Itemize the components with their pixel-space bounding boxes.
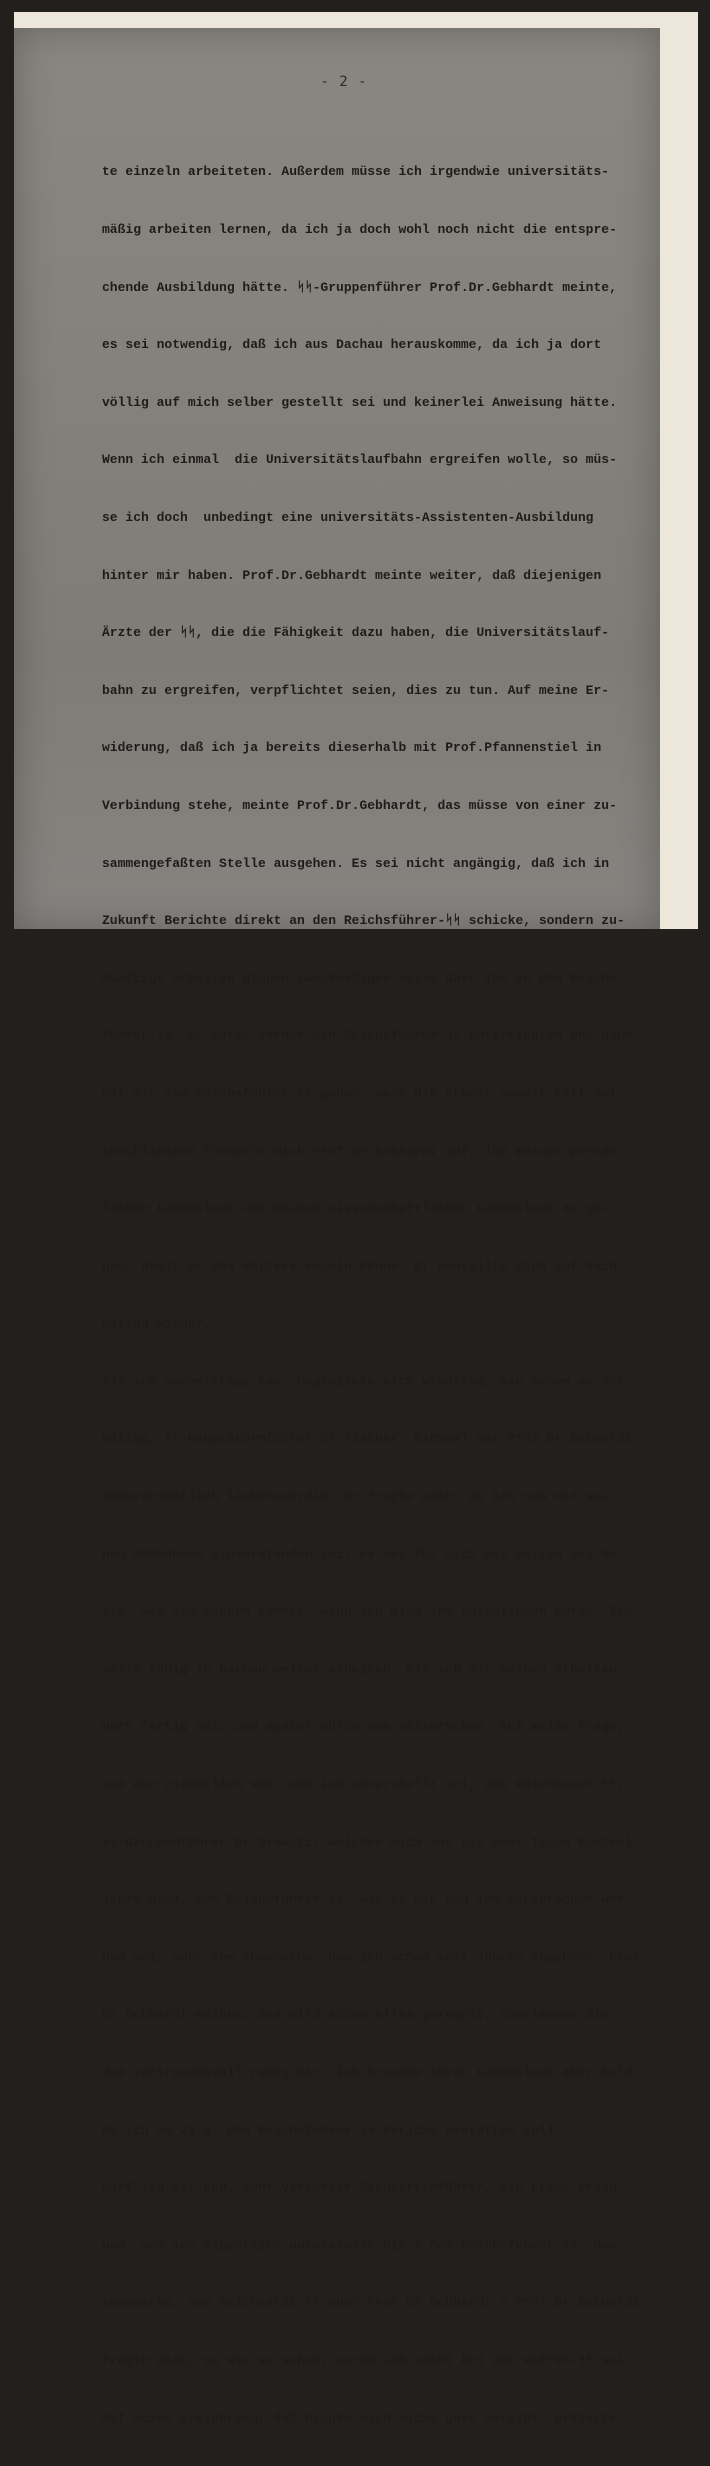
text-line: mittag wieder. [102, 1316, 212, 1332]
text-line: Ahnenerbe, dem Reichsarzt-ᛋᛋ oder Prof.Dr.Gebhardt ? Prof.Dr.Gebhardt [102, 2295, 641, 2311]
text-line: ste, was ich machen könnte, wenn ich mich ihm anschließen würde. Ich [102, 1604, 633, 1620]
page-number: - 2 - [320, 74, 368, 90]
text-line: führer-ᛋᛋ. Er würde vorher den Reichsführer-ᛋᛋ unterrichten und dann [102, 1028, 633, 1044]
text-line: lichen Lebenslauf und meinen wissenschaftlichen Lebenslauf zu ge- [102, 1201, 610, 1217]
text-line: solle ruhig in Dachau weiter arbeiten, bis ich mit meinen Arbeiten [102, 1661, 617, 1677]
text-line: Ärzte der ᛋᛋ, die die Fähigkeit dazu haben, die Universitätslauf- [102, 625, 610, 641]
text-line: dort fertig sei, und später würde man weitersehen. Auf meine Frage, [102, 1719, 625, 1735]
text-line: da ich am 23.5. dem Reichsführer-ᛋᛋ Bericht erstatten soll. [102, 2122, 563, 2138]
text-line: Abschließend forderte mich Prof.Dr.Gebhardt auf, ihm meinen persön- [102, 1143, 625, 1159]
text-line: sammengefaßten Stelle ausgehen. Es sei nicht angängig, daß ich in [102, 855, 610, 871]
text-line: Als ich nachmittags kam, begleitete mich wiederum, wie schon am Vor- [102, 1373, 633, 1389]
photostat-sheet [14, 28, 660, 2426]
text-line: chende Ausbildung hätte. ᛋᛋ-Gruppenführer Prof.Dr.Gebhardt meinte, [102, 279, 617, 295]
text-line: Dr.Gebhardt meinte, das wird schon alles geregelt, überlassen Sie [102, 2007, 610, 2023]
text-line: mäßig arbeiten lernen, da ich ja doch wohl noch nicht die entspre- [102, 222, 617, 237]
text-line: mit mir zum Reichsführer-ᛋᛋ gehen, wenn die Arbeit soweit reif sei. [102, 1085, 625, 1101]
text-line: künftige Arbeiten gingen zweckmäßiger Weise über ihn an den Reichs- [102, 970, 625, 986]
text-line: Verbindung stehe, meinte Prof.Dr.Gebhardt, das müsse von einer zu- [102, 797, 617, 813]
text-line: es sei notwendig, daß ich aus Dachau herauskomme, da ich ja dort [102, 337, 602, 353]
text-line: Zukunft Berichte direkt an den Reichsführer-ᛋᛋ schicke, sondern zu- [102, 913, 625, 929]
text-line: bahn zu ergreifen, verpflichtet seien, dies zu tun. Auf meine Er- [102, 682, 610, 698]
text-line: den sei, oder dem Ahnenerbe, dem ich schon seit Jahren angehöre. Prof [102, 1949, 641, 1965]
text-line: se ich doch unbedingt eine universitäts-Assistenten-Ausbildung [102, 509, 594, 525]
text-line: völlig auf mich selber gestellt sei und keinerlei Anweisung hätte. [102, 394, 617, 410]
text-line: ᛋᛋ-Gruppenführer Dr.Grawitz, welcher mich vor ein paar Tagen kontrol- [102, 1834, 641, 1850]
text-line: widerung, daß ich ja bereits dieserhalb mit Prof.Pfannenstiel in [102, 740, 602, 756]
text-line: nen Maßnahmen einverstanden sei; es sei für mich bei weitem das Be- [102, 1546, 625, 1562]
text-line: was nun eigentlich sei, wem ich unterstellt sei, dem Reichsarzt-ᛋᛋ, [102, 1777, 625, 1793]
text-line: te einzeln arbeiteten. Außerdem müsse ich irgendwie universitäts- [102, 164, 610, 180]
text-line: ben, wem ich eigentlich unterstellt bin ? Dem Reichsführer-ᛋᛋ, dem [102, 2237, 617, 2253]
text-line: Auf meine Erwiderung, daß Hippke mich nicht gern hergibt, erklärte [102, 2410, 617, 2426]
text-line: gen, damit er das Weitere regeln könne. Er bestellte mich auf Nach- [102, 1258, 625, 1274]
text-line: Wenn ich einmal die Universitätslaufbahn ergreifen wolle, so müs- [102, 452, 617, 468]
text-line: außerordentlich liebenswürdig. Er fragte mich, ob ich nun mit sei- [102, 1489, 617, 1505]
text-line: fragte mich, so wie so schon, warum ich nicht bei der Waffen-ᛋᛋ sei. [102, 2352, 633, 2368]
text-line: hinter mir haben. Prof.Dr.Gebhardt meinte weiter, daß diejenigen [102, 567, 602, 583]
body-text [102, 124, 662, 2466]
text-line: Darf ich mir nun, sehr verehrter Standartenführer, die Frage erlau- [102, 2180, 625, 2196]
text-line: mittag, ᛋᛋ-Hauptsturmführer Dr.Fischer. Diesmal war Prof.Dr.Gebhardt [102, 1431, 633, 1447]
text-line: das vertrauensvoll ruhig mir. Ich brauche Ihren Lebenslauf aber bald [102, 2065, 633, 2080]
text-line: liert habe, dem Reichsführer-ᛋᛋ, wie es mir von ihm versprochen wor- [102, 1892, 633, 1908]
